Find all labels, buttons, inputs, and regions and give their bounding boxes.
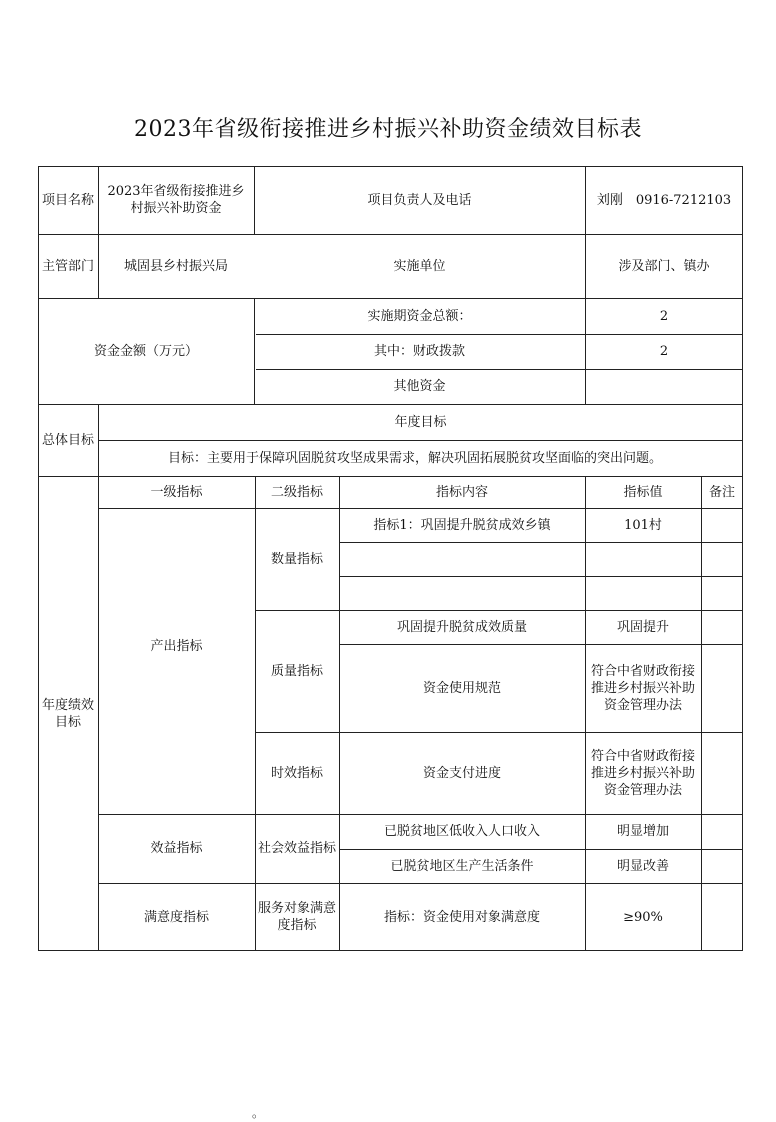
contact-label: 项目负责人及电话 xyxy=(367,192,472,208)
social-label: 社会效益指标 xyxy=(258,841,337,856)
benefit-label: 效益指标 xyxy=(150,841,203,856)
goal-text: 目标：主要用于保障巩固脱贫攻坚成果需求，解决巩固拓展脱贫攻坚面临的突出问题。 xyxy=(168,450,663,466)
funds-other-value xyxy=(585,369,743,404)
funds-fiscal-label: 其中：财政拨款 xyxy=(373,344,465,359)
perf-label: 年度绩效目标 xyxy=(41,697,94,730)
quantity-content-3 xyxy=(339,576,585,610)
performance-table xyxy=(38,166,743,951)
contact-value: 刘刚 0916-7212103 xyxy=(596,192,732,208)
quality-value-1: 巩固提升 xyxy=(616,619,669,635)
timeliness-label: 时效指标 xyxy=(270,765,323,781)
satisfaction-content-1: 指标：资金使用对象满意度 xyxy=(383,909,540,925)
social-content-1: 已脱贫地区低收入人口收入 xyxy=(383,824,540,839)
project-name-value: 2023年省级衔接推进乡村振兴补助资金 xyxy=(107,184,245,216)
funds-label: 资金金额（万元） xyxy=(93,343,198,359)
quantity-label: 数量指标 xyxy=(270,551,323,567)
quality-value-2: 符合中省财政衔接推进乡村振兴补助资金管理办法 xyxy=(591,663,696,713)
funds-total-value: 2 xyxy=(659,308,669,324)
footer-mark: 。 xyxy=(252,1106,265,1120)
quantity-value-3 xyxy=(585,576,701,610)
quality-content-1: 巩固提升脱贫成效质量 xyxy=(396,619,527,635)
overall-label: 总体目标 xyxy=(41,432,94,448)
impl-label: 实施单位 xyxy=(393,258,446,274)
header-value: 指标值 xyxy=(623,484,663,500)
quality-label: 质量指标 xyxy=(270,663,323,679)
service-label: 服务对象满意度指标 xyxy=(258,901,337,933)
page-title: 2023年省级衔接推进乡村振兴补助资金绩效目标表 xyxy=(134,117,642,142)
output-label: 产出指标 xyxy=(150,638,203,654)
social-value-1: 明显增加 xyxy=(616,824,669,839)
funds-other-label: 其他资金 xyxy=(393,379,446,394)
satisfaction-value-1: ≥90% xyxy=(623,909,663,925)
dept-label: 主管部门 xyxy=(41,258,94,274)
social-value-2: 明显改善 xyxy=(616,858,669,874)
header-level2: 二级指标 xyxy=(270,484,323,500)
satisfaction-label: 满意度指标 xyxy=(143,909,209,925)
header-level1: 一级指标 xyxy=(150,484,203,500)
social-content-2: 已脱贫地区生产生活条件 xyxy=(390,858,534,874)
header-content: 指标内容 xyxy=(435,484,488,500)
header-note: 备注 xyxy=(708,484,735,500)
impl-value: 涉及部门、镇办 xyxy=(618,258,710,274)
dept-value: 城固县乡村振兴局 xyxy=(123,258,228,274)
quality-content-2: 资金使用规范 xyxy=(422,680,501,696)
quantity-content-2 xyxy=(339,542,585,576)
project-name-label: 项目名称 xyxy=(41,192,94,208)
year-goal-label: 年度目标 xyxy=(394,414,447,430)
funds-total-label: 实施期资金总额： xyxy=(367,308,472,324)
quantity-value-2 xyxy=(585,542,701,576)
funds-fiscal-value: 2 xyxy=(659,344,669,359)
quantity-content-1: 指标1：巩固提升脱贫成效乡镇 xyxy=(373,517,551,533)
quantity-value-1: 101村 xyxy=(624,517,662,533)
timeliness-value-1: 符合中省财政衔接推进乡村振兴补助资金管理办法 xyxy=(591,748,696,798)
timeliness-content-1: 资金支付进度 xyxy=(422,765,501,781)
